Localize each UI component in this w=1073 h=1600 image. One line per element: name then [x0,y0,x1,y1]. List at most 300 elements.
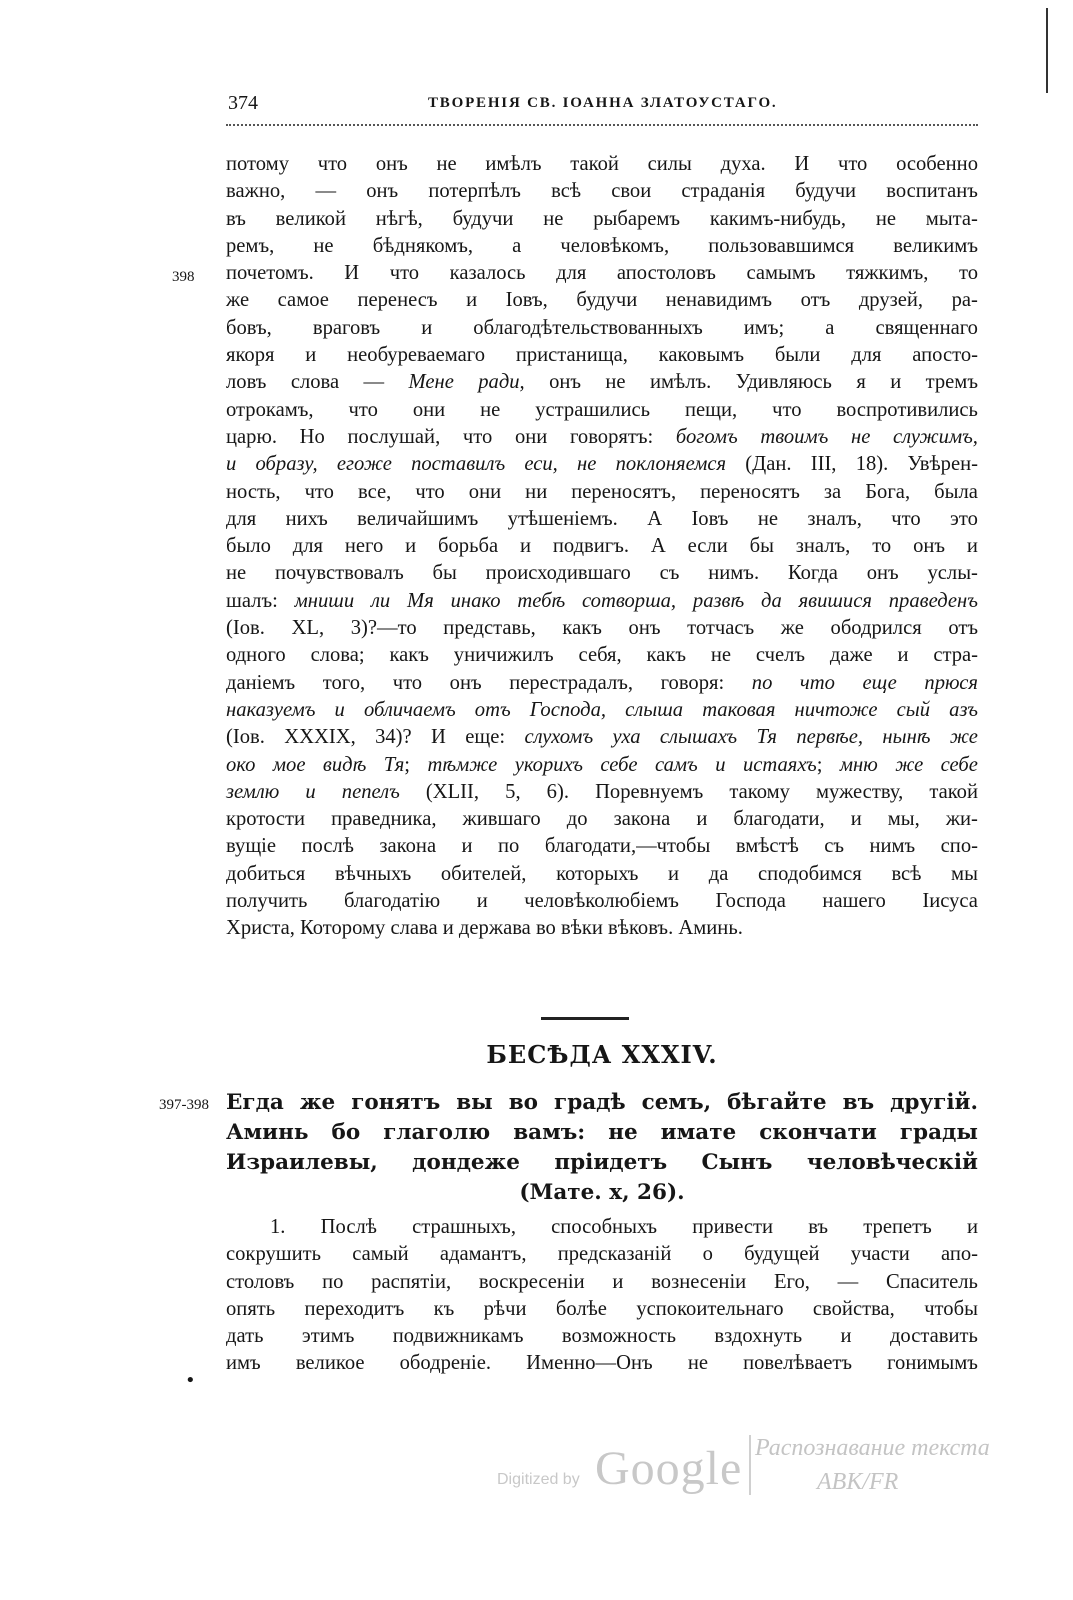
word: Увѣрен- [907,453,978,476]
word: зналъ, [795,535,851,558]
word: — [315,180,337,203]
word: ра- [951,289,978,312]
word: были [774,344,821,367]
word: переносятъ [700,480,800,503]
word: А [650,535,666,558]
word: Удивляюсь [735,371,832,394]
word: обителей, [440,862,527,885]
word: по [751,671,773,694]
word: онъ [913,535,946,558]
word: жи- [945,808,978,831]
text-line [226,233,978,260]
text-line [226,397,978,424]
word: если [687,535,728,558]
word: Тя; [383,753,411,776]
word: еще: [465,726,506,749]
word: что [304,480,334,503]
word: потому [226,153,290,175]
word: они [468,480,502,503]
word: имате [660,1120,737,1145]
word: облагодѣтельствованныхъ [473,316,703,339]
epigraph-line [226,1118,978,1148]
word: что [837,153,868,175]
word: счелъ [755,644,806,667]
page-edge-bar [1046,8,1048,93]
word: праведника, [331,808,437,831]
word: слышахъ [659,726,738,749]
word: 6). [546,780,569,803]
text-line [226,287,978,314]
word: образу, [255,453,318,476]
text-line [226,1323,978,1350]
word: такой [570,153,619,175]
word: необуреваемаго [347,344,486,367]
word: Іовъ, [505,289,548,312]
ocr-credit-line2: ABK/FR [817,1469,899,1495]
word: Іовъ [691,507,729,530]
word: себе [600,753,638,776]
word: происходившаго [485,562,631,585]
word: И [344,262,360,285]
word: было [226,535,271,558]
word: пепелъ [341,780,400,803]
word: не [875,207,896,230]
text-line [226,342,978,369]
text-line [226,506,978,533]
word: градѣ [554,1090,626,1115]
word: рыбаремъ [593,207,681,230]
word: священнаго [875,316,978,339]
word: (XLII, [425,780,480,803]
text-line [226,724,978,751]
word: мню [839,753,878,776]
word: какъ [562,617,602,640]
word: для [851,344,882,367]
word: мое [272,753,306,776]
word: сый [896,698,931,721]
text-line [226,697,978,724]
word: и [966,1216,978,1238]
word: адамантъ, [439,1243,527,1266]
word: вы [456,1090,493,1115]
word: не [480,398,501,421]
word: какъ [646,644,687,667]
word: отъ [800,289,831,312]
word: нашего [822,890,886,913]
word: мы, [887,808,920,831]
word: же [299,1090,336,1115]
word: и [334,698,345,721]
word: добиться [226,862,306,885]
word: нынѣ [882,726,931,749]
word: это [950,507,978,530]
word: уничижилъ [453,644,554,667]
word: имѣлъ. [649,371,712,394]
word: ободреніе. [399,1352,492,1375]
word: человѣкомъ, [560,234,670,257]
word: что [389,262,420,285]
word: онъ [366,180,399,203]
digitized-by-label: Digitized by [497,1471,580,1488]
word: таковая [702,698,776,721]
word: благодатію [343,890,441,913]
text-line [226,752,978,779]
word: тяжкимъ, [846,262,929,285]
text-line [226,670,978,697]
word: подвижникамъ [392,1325,524,1348]
word: и [897,644,909,667]
word: закона [379,835,437,858]
main-text [226,151,978,943]
word: въ [842,1090,875,1115]
word: вознесеніи [651,1270,747,1293]
word: почетомъ. [226,262,314,285]
word: и [405,535,417,558]
word: что [772,398,802,421]
word: въ [226,207,246,230]
word: имъ; [743,316,785,339]
word: услы- [927,562,978,585]
word: что [392,671,423,694]
word: не [226,562,247,585]
word: него [344,535,384,558]
word: что [415,480,445,503]
word: Когда [787,562,838,585]
word: ничтоже [794,698,878,721]
word: Бога, [865,480,911,503]
word: человѣколюбіемъ [524,890,679,913]
word: не [436,153,457,175]
word: и [421,316,433,339]
word: свои [611,180,652,203]
word: (Іов. [226,726,265,749]
word: еси, [524,453,558,476]
word: величайшимъ [357,507,479,530]
word: такому [729,780,790,803]
word: даніемъ [226,671,296,694]
text-line [226,1296,978,1323]
word: за [823,480,842,503]
word: 5, [505,780,521,803]
word: тотчасъ [687,617,755,640]
word: что [799,671,835,694]
margin-number: 398 [172,269,195,285]
word: борьба [438,535,499,558]
word: ремъ, [226,234,275,257]
word: и [226,453,237,476]
word: такой [929,780,978,803]
word: доставить [889,1325,978,1348]
word: самое [277,289,329,312]
word: Его, [773,1270,810,1293]
text-line [226,260,978,287]
word: успокоительнаго [636,1297,784,1320]
word: Мене [408,371,454,394]
word: Послѣ [320,1216,377,1238]
word: пріидетъ [554,1150,668,1175]
word: дондеже [412,1150,520,1175]
word: слухомъ [524,726,594,749]
word: воспитанъ [886,180,978,203]
word: бовъ, [226,316,272,339]
word: Спаситель [886,1270,978,1293]
word: благодати,—чтобы [544,835,711,858]
word: болѣе [555,1297,607,1320]
word: не [543,207,564,230]
word: пристанища, [515,344,628,367]
word: нихъ [285,507,328,530]
word: устрашились [535,398,651,421]
epigraph-line [226,1178,978,1208]
word: вмѣстѣ [735,835,799,858]
text-line [226,424,978,451]
word: не [850,425,871,448]
word: говорятъ: [569,425,654,448]
header-rule [226,124,978,126]
word: не [313,234,334,257]
word: бо [331,1120,361,1145]
section-separator [541,1017,629,1020]
word: же [780,617,804,640]
text-line [226,1241,978,1268]
word: во [508,1090,539,1115]
text-line [226,588,978,615]
word: царю. [226,425,277,448]
word: шалъ: [226,589,278,612]
word: была [934,480,978,503]
word: онъ [375,153,408,175]
word: себе [940,753,978,776]
text-line [226,178,978,205]
word: якоря [226,344,275,367]
text-line [226,451,978,478]
word: благодати, [733,808,825,831]
word: въ [808,1216,829,1238]
word: о [702,1243,713,1266]
word: гонимымъ [887,1352,978,1375]
word: Но [299,425,325,448]
word: закона [613,808,671,831]
word: ободрился [830,617,922,640]
word: всѣ [891,862,922,885]
text-line [226,315,978,342]
word: апостоловъ [616,262,716,285]
word: Мя [407,589,434,612]
word: ради, [478,371,525,394]
running-title: ТВОРЕНІЯ СВ. ІОАННА ЗЛАТОУСТАГО. [428,95,778,111]
word: твоимъ [760,425,829,448]
word: бѣгайте [727,1090,827,1115]
word: для [556,262,587,285]
word: тремъ [925,371,978,394]
word: гонятъ [351,1090,441,1115]
word: первѣе, [796,726,864,749]
word: и [461,835,473,858]
footer-divider [749,1435,751,1495]
epigraph-line [226,1088,978,1118]
word: спо- [940,835,978,858]
word: ни [525,480,548,503]
word: по [498,835,520,858]
word: наказуемъ [226,698,316,721]
text-line [226,151,978,178]
word: и [715,753,726,776]
word: нимъ. [708,562,760,585]
word: кротости [226,808,306,831]
word: и [476,890,488,913]
homily-text [226,1214,978,1378]
word: по [322,1270,344,1293]
word: отъ [948,617,978,640]
text-line [226,1350,978,1377]
word: трепетъ [863,1216,932,1238]
google-logo: Google [595,1442,743,1495]
word: великое [295,1352,365,1375]
word: онъ [866,562,899,585]
word: мниши [294,589,355,612]
word: бы [749,535,774,558]
word: что [891,507,921,530]
word: вѣчныхъ [334,862,412,885]
word: не [710,644,732,667]
word: и [890,371,902,394]
word: тѣмже [427,753,498,776]
word: и [305,780,316,803]
word: око [226,753,256,776]
word: всѣ [551,180,582,203]
word: и [466,289,478,312]
word: человѣческій [806,1150,978,1175]
word: служимъ, [893,425,978,448]
text-line [226,479,978,506]
word: переносятъ, [571,480,677,503]
word: другій. [890,1090,978,1115]
word: съ [824,835,845,858]
word: скончати [759,1120,877,1145]
word: имѣлъ [485,153,542,175]
word: Аминь [226,1120,309,1145]
word: они [412,398,446,421]
word: мы [951,862,978,885]
word: грады [899,1120,978,1145]
word: ненавидимъ [665,289,773,312]
word: видѣ [322,753,367,776]
word: Іисуса [922,890,978,913]
word: свойства, [812,1297,895,1320]
word: Господа, [529,698,607,721]
word: поклоняемся [615,453,727,476]
epigraph-text: (Мате. x, 26). [519,1180,685,1205]
word: страданія [681,180,766,203]
word: для [292,535,323,558]
word: утѣшеніемъ. [507,507,618,530]
word: И [431,726,446,749]
word: землю [226,780,280,803]
word: онъ [628,617,661,640]
word: имъ [226,1352,261,1375]
word: обличаемъ [363,698,456,721]
word: дать [226,1325,264,1348]
word: (Іов. [226,617,265,640]
text-line [226,806,978,833]
text-line [226,1214,978,1241]
word: онъ [449,671,482,694]
margin-number: 397-398 [159,1097,209,1113]
word: представь, [443,617,536,640]
word: рѣчи [483,1297,527,1320]
footer-watermark [497,1435,1037,1533]
word: потерпѣлъ [428,180,521,203]
word: поставилъ [411,453,506,476]
word: вамъ: [513,1120,586,1145]
word: отъ [474,698,511,721]
homily-title: БЕСѢДА XXXIV. [486,1040,718,1069]
word: великой [275,207,346,230]
word: да [708,862,729,885]
word: для [226,507,257,530]
word: пещи, [684,398,738,421]
word: послушай, [347,425,441,448]
word: сподобимся [758,862,862,885]
word: предсказаній [557,1243,672,1266]
word: прюся [924,671,978,694]
word: до [566,808,588,831]
word: я [856,371,866,394]
word: ли [370,589,391,612]
word: опять [226,1297,276,1320]
text-line [226,533,978,560]
word: участи [850,1243,910,1266]
word: будучи [576,289,638,312]
text-line [226,833,978,860]
word: егоже [336,453,392,476]
word: ловъ [226,371,267,394]
word: — [363,371,385,394]
word: мужеству, [816,780,904,803]
word: ность, [226,480,281,503]
word: то [958,262,978,285]
word: не [577,453,597,476]
word: возможность [561,1325,677,1348]
word: (Дан. [745,453,792,476]
text-line [226,206,978,233]
word: будучи [452,207,514,230]
epigraph-line [226,1148,978,1178]
text-line [226,861,978,888]
word: получить [226,890,308,913]
word: богомъ [675,425,738,448]
word: что [348,398,378,421]
word: вздохнуть [714,1325,803,1348]
text-line [226,779,978,806]
word: апосто- [912,344,978,367]
word: привести [692,1216,774,1238]
word: 3)?—то [350,617,417,640]
word: не [757,507,778,530]
word: что [317,153,348,175]
text-line [226,560,978,587]
word: апо- [940,1243,978,1266]
word: воспротивились [836,398,978,421]
word: и [668,862,680,885]
text-line [226,369,978,396]
word: XXXIX, [284,726,356,749]
word: Именно—Онъ [526,1352,653,1375]
word: и [696,808,708,831]
word: съ [659,562,680,585]
word: слова [290,371,340,394]
word: особенно [896,153,978,175]
